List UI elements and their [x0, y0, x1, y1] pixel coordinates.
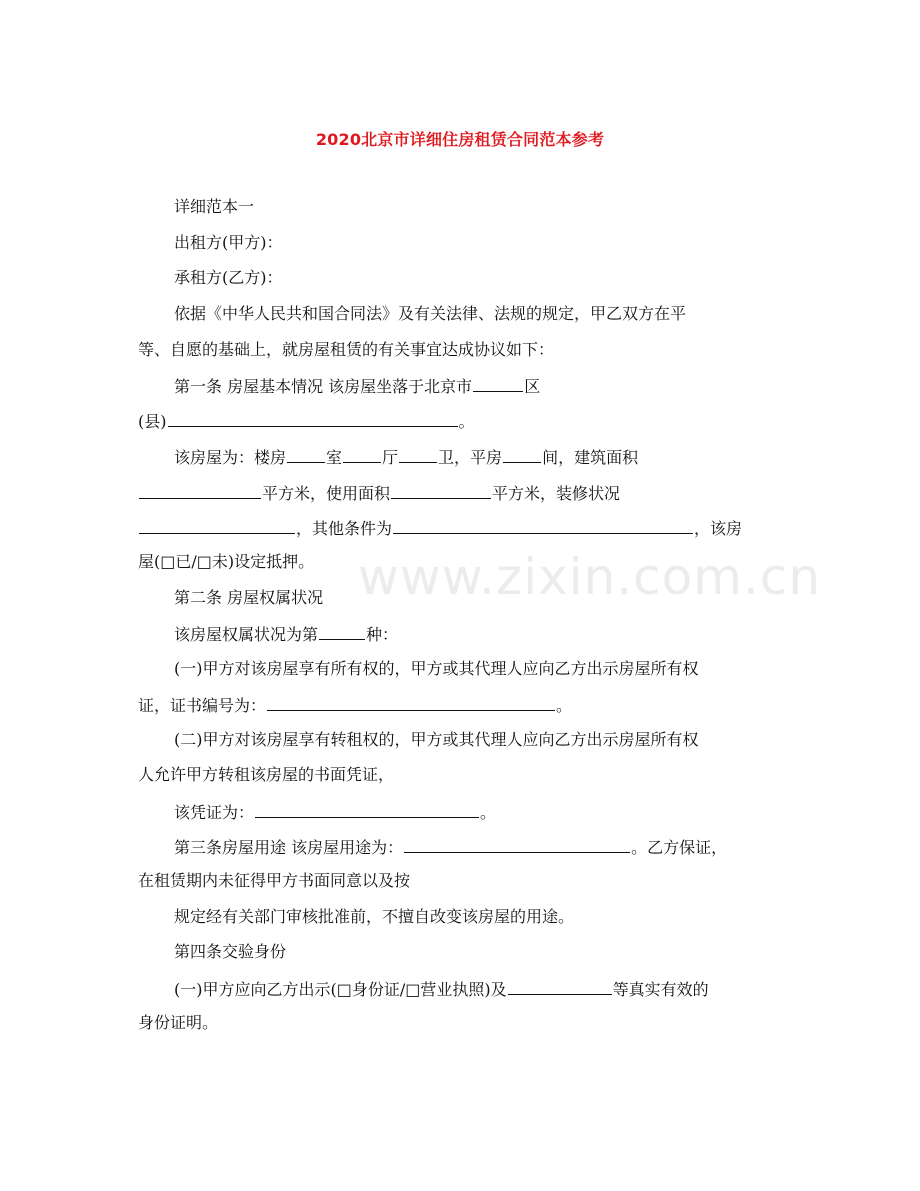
- blank-usable-area[interactable]: [391, 482, 491, 499]
- text-line: 平方米，使用面积 平方米，装修状况: [138, 482, 620, 504]
- text-line: 详细范本一: [174, 197, 255, 216]
- text-line: 承租方(乙方)：: [174, 268, 283, 287]
- text-line: 第一条 房屋基本情况 该房屋坐落于北京市 区: [174, 377, 541, 396]
- text-line: 出租方(甲方)：: [174, 233, 283, 252]
- blank-identity-docs[interactable]: [508, 978, 612, 995]
- text-line: (一)甲方应向乙方出示(□身份证/□营业执照)及 等真实有效的: [174, 980, 709, 999]
- text-line: 该房屋为：楼房 室 厅 卫，平房 间，建筑面积: [174, 448, 639, 467]
- blank-building-area[interactable]: [139, 482, 261, 499]
- text-line: ，其他条件为 ，该房: [138, 517, 742, 539]
- blank-certificate-number[interactable]: [267, 694, 555, 711]
- blank-house-usage[interactable]: [404, 836, 630, 853]
- text-line: (一)甲方对该房屋享有所有权的，甲方或其代理人应向乙方出示房屋所有权: [174, 659, 699, 678]
- text-line: 第三条房屋用途 该房屋用途为： 。乙方保证，: [174, 838, 728, 857]
- blank-bungalow-rooms[interactable]: [503, 446, 541, 463]
- text-line: 人允许甲方转租该房屋的书面凭证，: [138, 765, 395, 784]
- text-line: 第二条 房屋权属状况: [174, 588, 324, 607]
- text-line: 屋(□已/□未)设定抵押。: [138, 552, 315, 571]
- text-line: (二)甲方对该房屋享有转租权的，甲方或其代理人应向乙方出示房屋所有权: [174, 730, 699, 749]
- document-title: 2020北京市详细住房租赁合同范本参考: [315, 130, 605, 149]
- text-line: 身份证明。: [138, 1013, 219, 1032]
- text-line: 依据《中华人民共和国合同法》及有关法律、法规的规定，甲乙双方在平: [174, 304, 687, 323]
- blank-voucher[interactable]: [255, 801, 479, 818]
- text-line: (县) 。: [138, 412, 475, 431]
- text-line: 第四条交验身份: [174, 942, 287, 961]
- watermark: www.zixin.com.cn: [358, 548, 822, 606]
- blank-baths[interactable]: [399, 446, 437, 463]
- text-line: 等、自愿的基础上，就房屋租赁的有关事宜达成协议如下：: [138, 340, 555, 359]
- blank-ownership-type[interactable]: [319, 623, 365, 640]
- text-line: 该凭证为： 。: [174, 803, 497, 822]
- blank-address[interactable]: [168, 410, 458, 427]
- blank-district[interactable]: [473, 375, 523, 392]
- blank-decoration[interactable]: [139, 517, 295, 534]
- blank-halls[interactable]: [343, 446, 381, 463]
- text-line: 该房屋权属状况为第 种：: [174, 625, 399, 644]
- text-line: 规定经有关部门审核批准前，不擅自改变该房屋的用途。: [174, 907, 575, 926]
- text-line: 在租赁期内未征得甲方书面同意以及按: [138, 871, 411, 890]
- blank-other-conditions[interactable]: [393, 517, 693, 534]
- blank-rooms[interactable]: [287, 446, 325, 463]
- text-line: 证，证书编号为： 。: [138, 696, 573, 715]
